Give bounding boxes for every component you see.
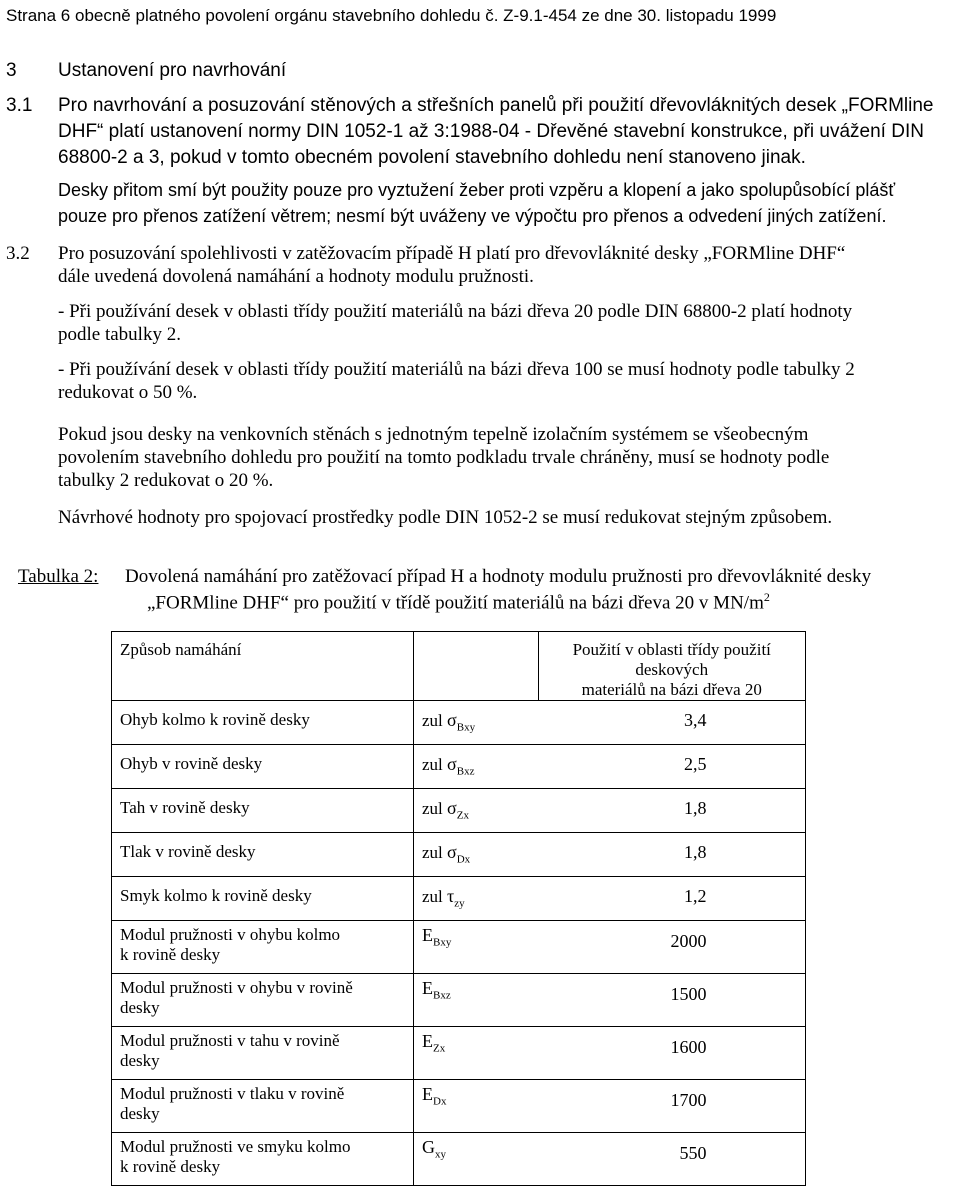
row-value: 2000 (539, 921, 806, 974)
para-3-2-number: 3.2 (6, 243, 30, 264)
table-row (112, 789, 806, 833)
row-label (112, 1080, 414, 1133)
para-3-1-line3: 68800-2 a 3, pokud v tomto obecném povolení stavebního dohledu není stanoveno jinak. (58, 147, 806, 168)
row-symbol (414, 1027, 539, 1080)
table-caption-label: Tabulka 2: (18, 566, 99, 587)
symbol-subscript: Zx (433, 1042, 446, 1055)
symbol-subscript: Dx (456, 853, 471, 866)
table-row (112, 701, 806, 745)
row-symbol (414, 921, 539, 974)
symbol-letter: E (422, 1031, 433, 1051)
row-label: Ohyb kolmo k rovině desky (112, 701, 414, 745)
row-value: 550 (539, 1133, 806, 1186)
symbol-letter: τ (447, 886, 455, 906)
row-label-line2: k rovině desky (120, 945, 221, 964)
para-ext-line3: tabulky 2 redukovat o 20 %. (58, 470, 274, 491)
symbol-letter: E (422, 1084, 433, 1104)
row-symbol (414, 1133, 539, 1186)
para-3-1b-line1: Desky přitom smí být použity pouze pro vyztužení žeber proti vzpěru a klopení a jako spolupůsobící plášť (58, 180, 896, 200)
symbol-prefix: zul (422, 755, 443, 774)
row-value: 1600 (539, 1027, 806, 1080)
symbol-subscript: Bxy (456, 721, 476, 734)
row-label-line1: Modul pružnosti ve smyku kolmo (120, 1137, 351, 1156)
table-row (112, 974, 806, 1027)
symbol-prefix: zul (422, 711, 443, 730)
row-symbol (414, 745, 539, 789)
row-value: 1500 (539, 974, 806, 1027)
symbol-letter: σ (447, 754, 457, 774)
para-3-2-line1: Pro posuzování spolehlivosti v zatěžovacím případě H platí pro dřevovláknité desky „FORMline DHF“ (58, 243, 846, 264)
header-stress-type: Způsob namáhání (112, 632, 414, 701)
symbol-letter: E (422, 925, 433, 945)
symbol-letter: G (422, 1137, 435, 1157)
bullet2-line2: redukovat o 50 %. (58, 382, 198, 403)
row-label-line1: Modul pružnosti v tahu v rovině (120, 1031, 340, 1050)
row-label-line1: Modul pružnosti v ohybu v rovině (120, 978, 353, 997)
para-ext-line2: povolením stavebního dohledu pro použití na tomto podkladu trvale chráněny, musí se hodnoty podle (58, 447, 830, 468)
row-label (112, 921, 414, 974)
bullet1-line2: podle tabulky 2. (58, 324, 181, 345)
row-symbol (414, 877, 539, 921)
page-header: Strana 6 obecně platného povolení orgánu stavebního dohledu č. Z-9.1-454 ze dne 30. listopadu 1999 (6, 6, 777, 25)
para-3-1-line1: Pro navrhování a posuzování stěnových a střešních panelů při použití dřevovláknitých desek „FORMline (58, 95, 934, 116)
table-row (112, 1027, 806, 1080)
row-label (112, 1027, 414, 1080)
table-row (112, 745, 806, 789)
symbol-subscript: Dx (433, 1095, 447, 1108)
row-label-line2: k rovině desky (120, 1157, 221, 1176)
table-caption-line2: „FORMline DHF“ pro použití v třídě použití materiálů na bázi dřeva 20 v $MN/m^2$ (147, 590, 770, 614)
row-label: Tah v rovině desky (112, 789, 414, 833)
row-label: Tlak v rovině desky (112, 833, 414, 877)
para-ext-line1: Pokud jsou desky na venkovních stěnách s jednotným tepelně izolačním systémem se všeobecným (58, 424, 809, 445)
row-symbol (414, 701, 539, 745)
row-label-line2: desky (120, 1104, 160, 1123)
row-symbol (414, 789, 539, 833)
symbol-prefix: zul (422, 887, 443, 906)
row-value: 1,8 (539, 789, 806, 833)
table-header-row (112, 632, 806, 701)
row-label-line2: desky (120, 998, 160, 1017)
header-usage-line2: materiálů na bázi dřeva 20 (581, 680, 762, 699)
row-label (112, 974, 414, 1027)
row-value: 3,4 (539, 701, 806, 745)
table-caption-line1: Dovolená namáhání pro zatěžovací případ H a hodnoty modulu pružnosti pro dřevovláknité desky (125, 566, 872, 587)
symbol-letter: σ (447, 710, 457, 730)
symbol-subscript: xy (435, 1148, 446, 1161)
row-symbol (414, 974, 539, 1027)
table-row (112, 877, 806, 921)
caption-superscript: 2 (763, 590, 770, 604)
header-empty-cell (414, 632, 539, 701)
row-symbol (414, 833, 539, 877)
symbol-letter: σ (447, 842, 457, 862)
symbol-letter: σ (447, 798, 457, 818)
row-value: 1,8 (539, 833, 806, 877)
row-label-line1: Modul pružnosti v ohybu kolmo (120, 925, 341, 944)
section-title: Ustanovení pro navrhování (58, 60, 287, 81)
row-label-line2: desky (120, 1051, 160, 1070)
row-value: 1,2 (539, 877, 806, 921)
bullet2-line1: - Při používání desek v oblasti třídy použití materiálů na bázi dřeva 100 se musí hodnoty podle tabulky 2 (58, 359, 855, 380)
symbol-subscript: Bxy (433, 936, 452, 949)
symbol-letter: E (422, 978, 433, 998)
row-label (112, 1133, 414, 1186)
symbol-subscript: Bxz (433, 989, 451, 1002)
symbol-subscript: Zx (456, 809, 469, 822)
symbol-subscript: Bxz (456, 765, 475, 778)
table-row (112, 833, 806, 877)
symbol-subscript: zy (454, 897, 465, 910)
header-usage-line1: Použití v oblasti třídy použití deskových (572, 640, 771, 679)
para-connectors: Návrhové hodnoty pro spojovací prostředky podle DIN 1052-2 se musí redukovat stejným způsobem. (58, 507, 833, 528)
bullet1-line1: - Při používání desek v oblasti třídy použití materiálů na bázi dřeva 20 podle DIN 68800-2 platí hodnoty (58, 301, 853, 322)
row-label-line1: Modul pružnosti v tlaku v rovině (120, 1084, 345, 1103)
row-symbol (414, 1080, 539, 1133)
symbol-prefix: zul (422, 843, 443, 862)
row-label: Smyk kolmo k rovině desky (112, 877, 414, 921)
para-3-1-line2: DHF“ platí ustanovení normy DIN 1052-1 až 3:1988-04 - Dřevěné stavební konstrukce, při uvážení DIN (58, 121, 924, 142)
para-3-2-line2: dále uvedená dovolená namáhání a hodnoty modulu pružnosti. (58, 266, 534, 287)
header-usage (539, 632, 806, 701)
symbol-prefix: zul (422, 799, 443, 818)
row-value: 2,5 (539, 745, 806, 789)
section-number: 3 (6, 60, 17, 81)
para-3-1b-line2: pouze pro přenos zatížení větrem; nesmí být uváženy ve výpočtu pro přenos a odvedení jiných zatížení. (58, 206, 887, 226)
row-value: 1700 (539, 1080, 806, 1133)
table-row (112, 1133, 806, 1186)
para-3-1-number: 3.1 (6, 95, 33, 116)
row-label: Ohyb v rovině desky (112, 745, 414, 789)
table-row (112, 1080, 806, 1133)
values-table (111, 631, 806, 1186)
table-row (112, 921, 806, 974)
